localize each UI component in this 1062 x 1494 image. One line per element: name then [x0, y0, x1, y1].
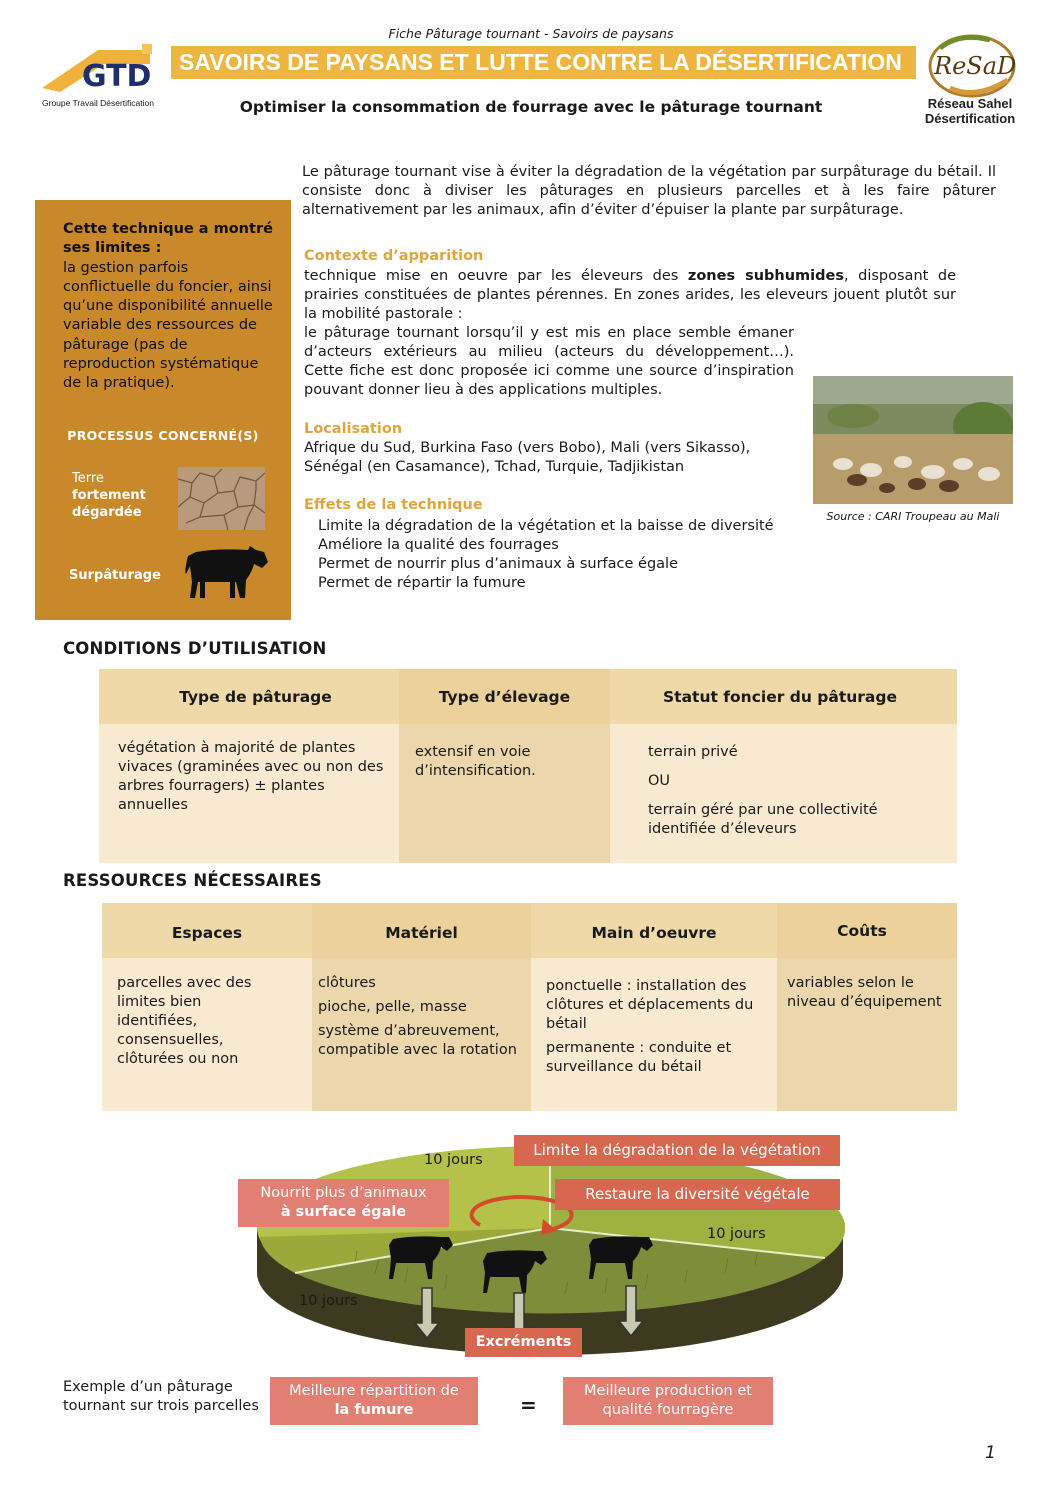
table-cell: variables selon le niveau d’équipement: [787, 975, 942, 1010]
gtd-caption: Groupe Travail Désertification: [42, 98, 154, 108]
resad-logo: [920, 30, 1020, 100]
table-header: Type d’élevage: [438, 687, 571, 706]
list-item: Améliore la qualité des fourrages: [318, 537, 559, 553]
terre-degradee-label: Terre fortement dégardée: [72, 471, 146, 520]
sidebar-limits-text: Cette technique a montré ses limites : la gestion parfois conflictuelle du foncier, ainsi qu’une disponibilité annuelle variable des ressources de pâturage (pas de reproduction systématique de la pratique).: [63, 221, 273, 392]
herd-photo: [813, 376, 1013, 504]
table-cell: ponctuelle : installation des clôtures et déplacements du bétail permanente : conduite et surveillance du bétail: [546, 978, 754, 1075]
processus-title: PROCESSUS CONCERNÉ(S): [67, 428, 259, 443]
jours-label: 10 jours: [299, 1293, 358, 1309]
nourrit-animaux-label: Nourrit plus d’animaux à surface égale: [238, 1179, 449, 1227]
list-item: Limite la dégradation de la végétation et la baisse de diversité: [318, 518, 774, 534]
fiche-title: Fiche Pâturage tournant - Savoirs de paysans: [388, 26, 674, 41]
table-header: Espaces: [171, 923, 243, 942]
contexte-title: Contexte d’apparition: [304, 248, 484, 264]
ressources-table: [102, 903, 957, 1111]
table-header: Matériel: [385, 923, 458, 942]
table-header: Statut foncier du pâturage: [663, 687, 897, 706]
table-header: Type de pâturage: [179, 687, 332, 706]
localisation-title: Localisation: [304, 421, 403, 437]
photo-caption: Source : CARI Troupeau au Mali: [826, 510, 1000, 523]
conditions-title: CONDITIONS D’UTILISATION: [63, 639, 327, 658]
jours-label: 10 jours: [424, 1152, 483, 1168]
page-number: 1: [985, 1443, 996, 1463]
conditions-table: [99, 669, 957, 863]
cracked-soil-image: [178, 467, 265, 530]
list-item: Permet de nourrir plus d’animaux à surface égale: [318, 556, 678, 572]
excrements-label: Excréments: [465, 1328, 582, 1357]
example-caption: Exemple d’un pâturage tournant sur trois parcelles: [63, 1379, 259, 1414]
limite-degradation-label: Limite la dégradation de la végétation: [514, 1135, 840, 1166]
page-subtitle: Optimiser la consommation de fourrage avec le pâturage tournant: [239, 98, 823, 116]
ressources-title: RESSOURCES NÉCESSAIRES: [63, 871, 322, 890]
surpaturage-label: Surpâturage: [69, 568, 161, 583]
gtd-logo-text: GTD: [82, 59, 152, 94]
table-cell: clôtures pioche, pelle, masse système d’abreuvement, compatible avec la rotation: [318, 975, 517, 1058]
resad-caption: Réseau Sahel Désertification: [924, 96, 1016, 126]
title-banner: SAVOIRS DE PAYSANS ET LUTTE CONTRE LA DÉSERTIFICATION: [171, 46, 916, 79]
table-cell: terrain privé OU terrain géré par une collectivité identifiée d’éleveurs: [648, 744, 878, 837]
contexte-text-2: le pâturage tournant lorsqu’il y est mis en place semble émaner d’acteurs extérieurs au milieu (acteurs du développement…). Cette fiche est donc proposée ici comme une source d’inspiration pouvant donner lieu à des applications multiples.: [304, 325, 794, 398]
equals-sign: =: [520, 1393, 537, 1417]
intro-text: Le pâturage tournant vise à éviter la dégradation de la végétation par surpâturage du bétail. Il consiste donc à diviser les pâturages en plusieurs parcelles et à les faire pâturer alternativement par les animaux, afin d’éviter d’épuiser la plante par surpâturage.: [302, 164, 996, 218]
effets-list: [318, 517, 794, 593]
localisation-text: Afrique du Sud, Burkina Faso (vers Bobo), Mali (vers Sikasso), Sénégal (en Casamance), Tchad, Turquie, Tadjikistan: [304, 440, 751, 475]
meilleure-fumure-label: Meilleure répartition de la fumure: [270, 1377, 478, 1425]
meilleure-production-label: Meilleure production et qualité fourragère: [563, 1377, 773, 1425]
cow-icon: [178, 542, 270, 600]
restaure-diversite-label: Restaure la diversité végétale: [555, 1179, 840, 1210]
table-header: Main d’oeuvre: [591, 923, 717, 942]
table-header: Coûts: [837, 921, 887, 940]
effets-title: Effets de la technique: [304, 497, 483, 513]
table-cell: végétation à majorité de plantes vivaces (graminées avec ou non des arbres fourragers) ± plantes annuelles: [118, 740, 384, 813]
table-cell: extensif en voie d’intensification.: [415, 744, 536, 779]
list-item: Permet de répartir la fumure: [318, 575, 526, 591]
contexte-text-1: technique mise en oeuvre par les éleveurs des zones subhumides, disposant de prairies constituées de plantes pérennes. En zones arides, les eleveurs jouent plutôt sur la mobilité pastorale :: [304, 268, 956, 322]
resad-logo-text: ReSaD: [934, 52, 1017, 80]
jours-label: 10 jours: [707, 1226, 766, 1242]
table-cell: parcelles avec des limites bien identifiées, consensuelles, clôturées ou non: [117, 975, 252, 1067]
